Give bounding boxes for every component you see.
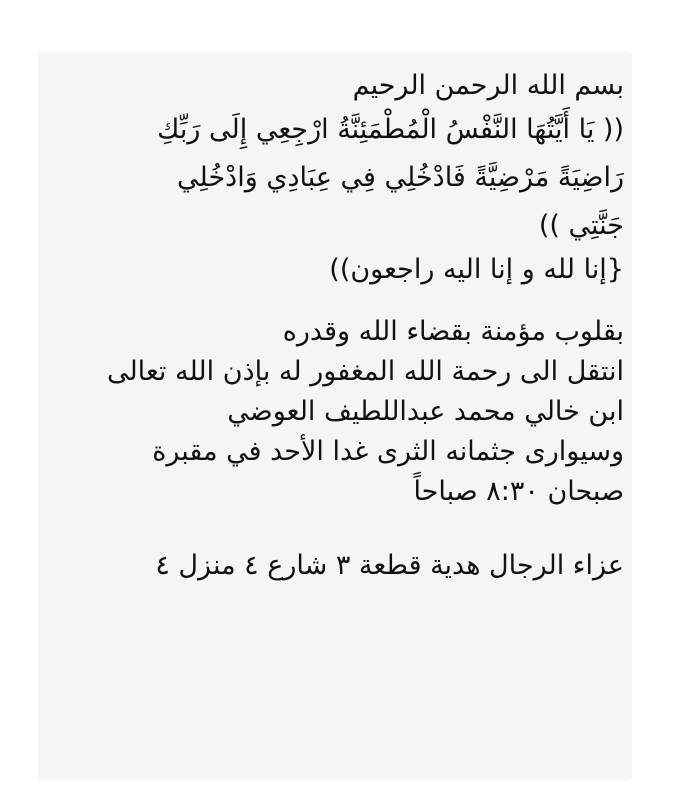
message-card: [38, 52, 632, 780]
verse-line-2: رَاضِيَةً مَرْضِيَّةً فَادْخُلِي فِي عِبَادِي وَادْخُلِي: [177, 162, 624, 193]
basmala: بسم الله الرحمن الرحيم: [352, 70, 624, 101]
obituary-text: [44, 66, 624, 586]
istirja-line: {إنا لله و إنا اليه راجعون)): [329, 254, 624, 285]
condolences-line: عزاء الرجال هدية قطعة ٣ شارع ٤ منزل ٤: [155, 550, 624, 581]
paragraph-spacer: [44, 290, 624, 312]
body-line-1: بقلوب مؤمنة بقضاء الله وقدره: [282, 316, 624, 347]
paragraph-spacer: [44, 512, 624, 546]
body-line-4: وسيوارى جثمانه الثرى غدا الأحد في مقبرة: [152, 436, 624, 467]
verse-line-3: جَنَّتِي )): [538, 210, 624, 241]
body-line-3: ابن خالي محمد عبداللطيف العوضي: [227, 396, 624, 427]
body-line-2: انتقل الى رحمة الله المغفور له بإذن الله تعالى: [106, 356, 624, 387]
verse-line-1: (( يَا أَيَّتُهَا النَّفْسُ الْمُطْمَئِنَّةُ ارْجِعِي إِلَى رَبِّكِ: [157, 114, 624, 145]
body-line-5: صبحان ٨:٣٠ صباحاً: [413, 476, 624, 507]
